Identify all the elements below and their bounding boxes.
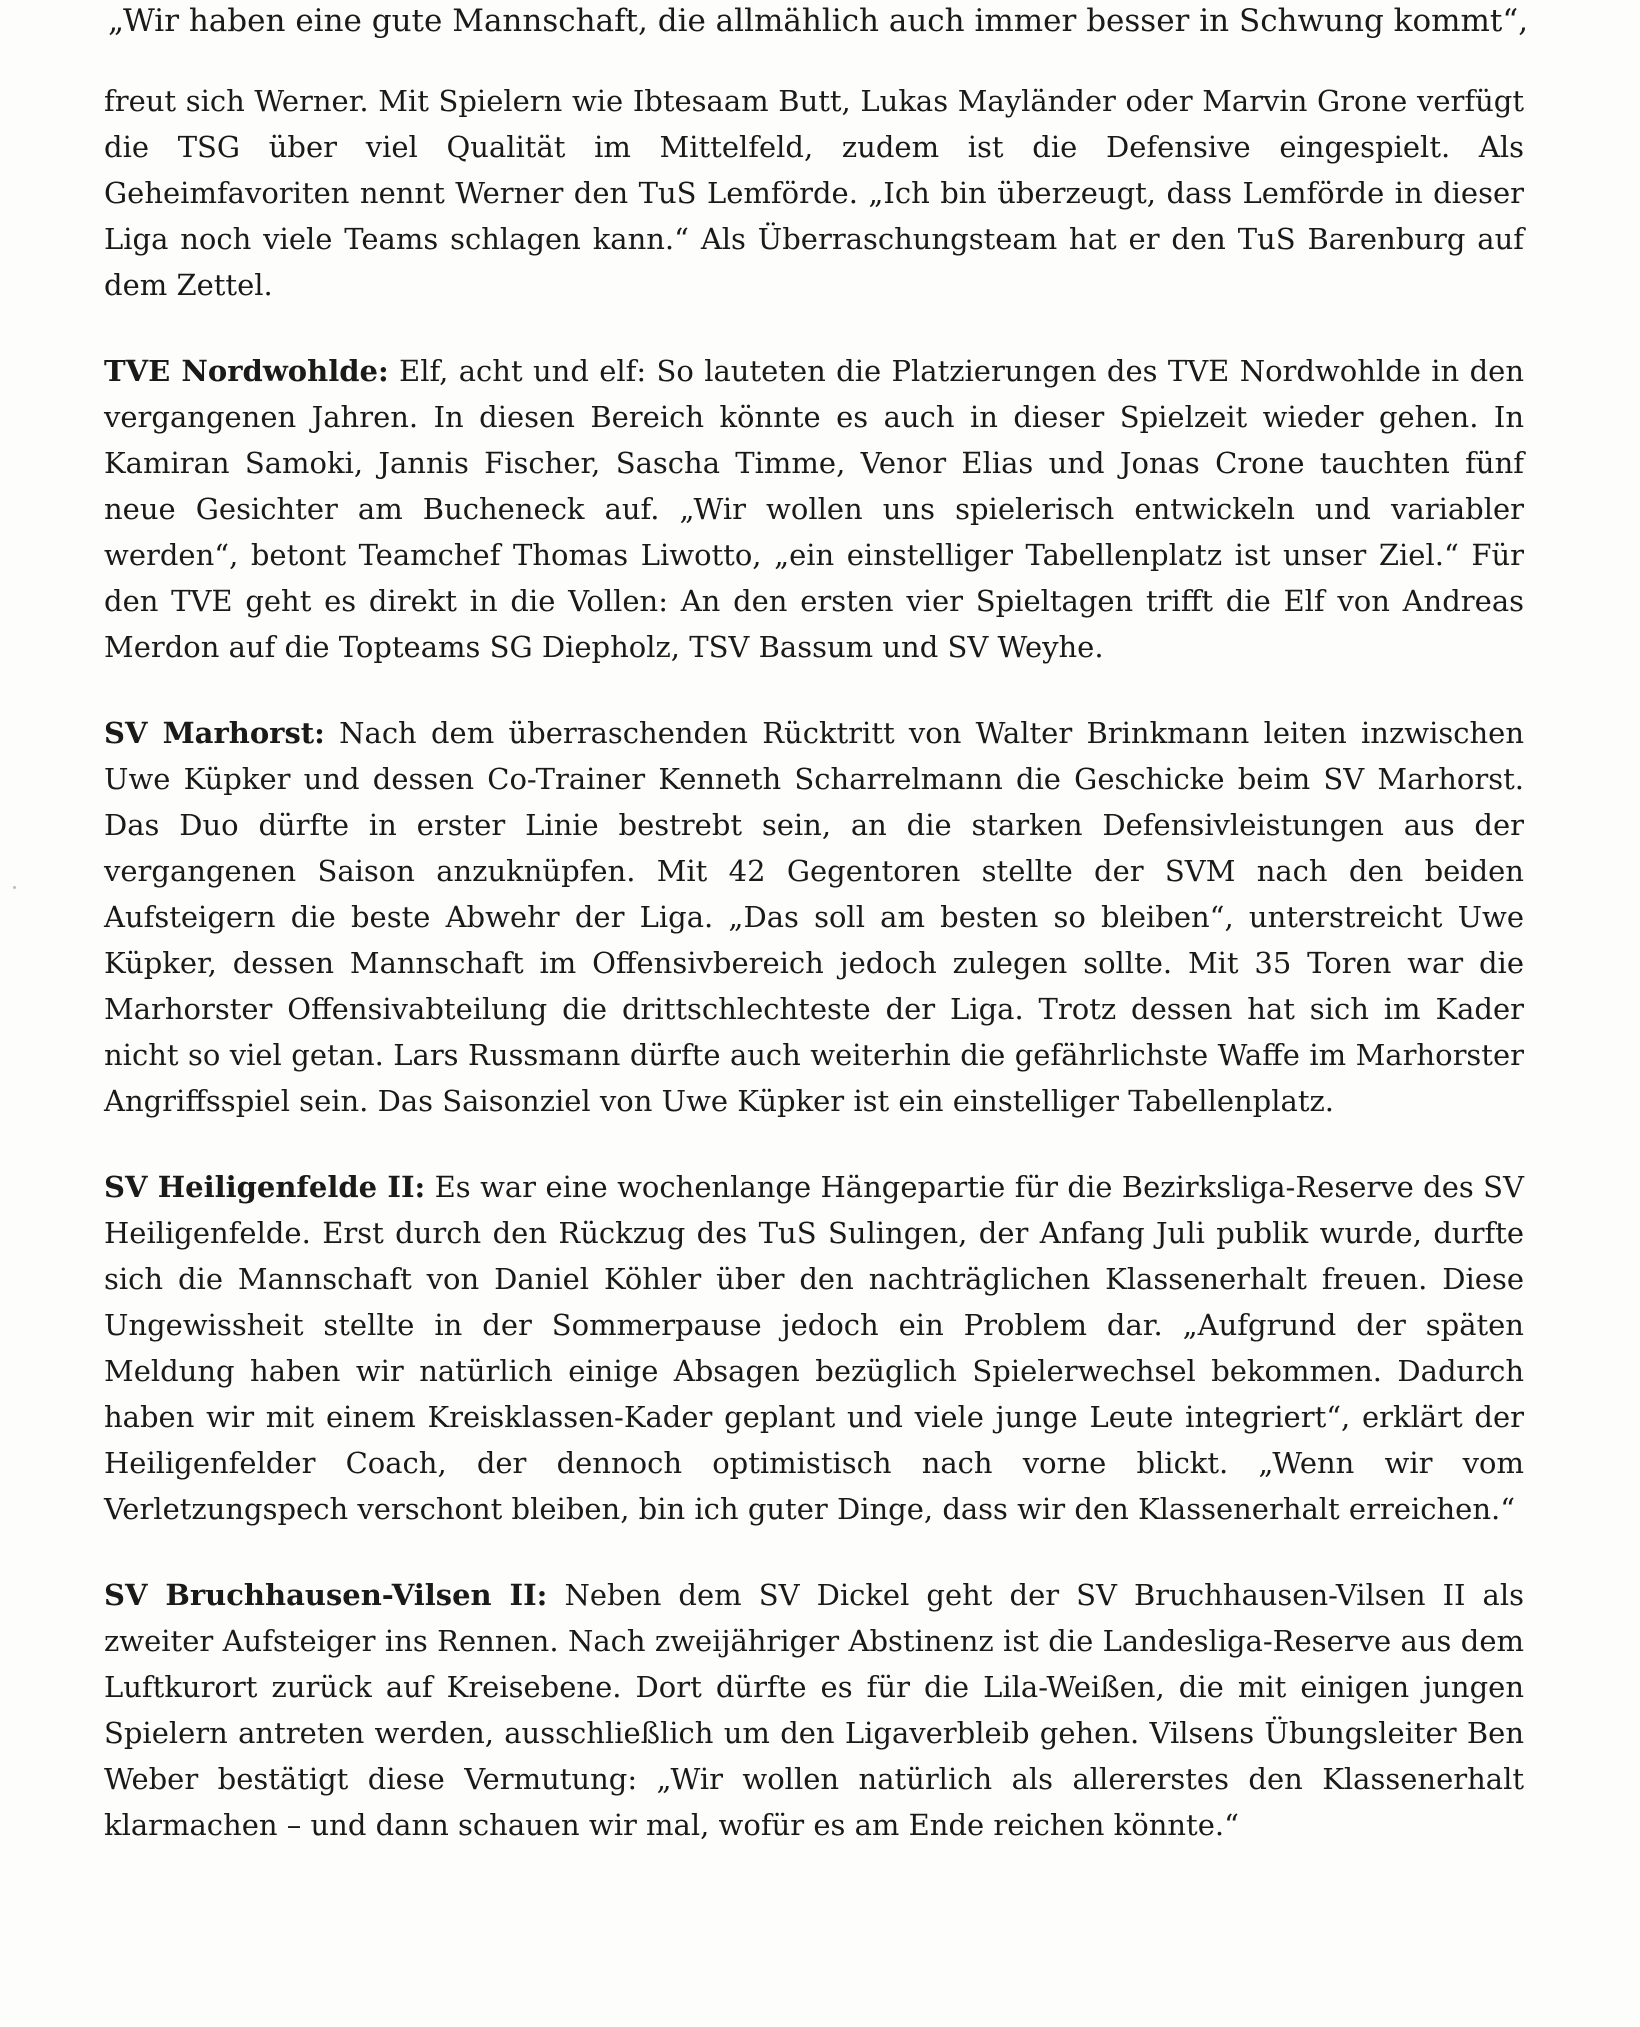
team-heading: TVE Nordwohlde: <box>104 354 389 388</box>
scan-speck <box>13 886 16 889</box>
section-tve-nordwohlde <box>104 348 1524 670</box>
intro-paragraph: freut sich Werner. Mit Spielern wie Ibtesaam Butt, Lukas Mayländer oder Marvin Grone verfügt die TSG über viel Qualität im Mittelfeld, zudem ist die Defensive eingespielt. Als Geheimfavoriten nennt Werner den TuS Lemförde. „Ich bin überzeugt, dass Lemförde in dieser Liga noch viele Teams schlagen kann.“ Als Überraschungsteam hat er den TuS Barenburg auf dem Zettel. <box>104 84 1524 302</box>
section-text: Elf, acht und elf: So lauteten die Platzierungen des TVE Nordwohlde in den vergangenen Jahren. In diesen Bereich könnte es auch in dieser Spielzeit wieder gehen. In Kamiran Samoki, Jannis Fischer, Sascha Timme, Venor Elias und Jonas Crone tauchten fünf neue Gesichter am Bucheneck auf. „Wir wollen uns spielerisch entwickeln und variabler werden“, betont Teamchef Thomas Liwotto, „ein einstelliger Tabellenplatz ist unser Ziel.“ Für den TVE geht es direkt in die Vollen: An den ersten vier Spieltagen trifft die Elf von Andreas Merdon auf die Topteams SG Diepholz, TSV Bassum und SV Weyhe. <box>104 354 1524 664</box>
article-body <box>104 78 1524 1888</box>
section-sv-heiligenfelde-ii <box>104 1164 1524 1532</box>
team-heading: SV Bruchhausen-Vilsen II: <box>104 1578 548 1612</box>
section-sv-marhorst <box>104 710 1524 1124</box>
team-heading: SV Heiligenfelde II: <box>104 1170 426 1204</box>
cut-off-text: „Wir haben eine gute Mannschaft, die allmählich auch immer besser in Schwung kommt“, <box>108 3 1529 39</box>
team-heading: SV Marhorst: <box>104 716 325 750</box>
cut-off-line <box>108 3 1529 64</box>
section-text: Neben dem SV Dickel geht der SV Bruchhausen-Vilsen II als zweiter Aufsteiger ins Rennen. Nach zweijähriger Abstinenz ist die Landesliga-Reserve aus dem Luftkurort zurück auf Kreisebene. Dort dürfte es für die Lila-Weißen, die mit einigen jungen Spielern antreten werden, ausschließlich um den Ligaverbleib gehen. Vilsens Übungsleiter Ben Weber bestätigt diese Vermutung: „Wir wollen natürlich als allererstes den Klassenerhalt klarmachen – und dann schauen wir mal, wofür es am Ende reichen könnte.“ <box>104 1578 1524 1842</box>
section-sv-bruchhausen-vilsen-ii <box>104 1572 1524 1848</box>
section-text: Nach dem überraschenden Rücktritt von Walter Brinkmann leiten inzwischen Uwe Küpker und dessen Co-Trainer Kenneth Scharrelmann die Geschicke beim SV Marhorst. Das Duo dürfte in erster Linie bestrebt sein, an die starken Defensivleistungen aus der vergangenen Saison anzuknüpfen. Mit 42 Gegentoren stellte der SVM nach den beiden Aufsteigern die beste Abwehr der Liga. „Das soll am besten so bleiben“, unterstreicht Uwe Küpker, dessen Mannschaft im Offensivbereich jedoch zulegen sollte. Mit 35 Toren war die Marhorster Offensivabteilung die drittschlechteste der Liga. Trotz dessen hat sich im Kader nicht so viel getan. Lars Russmann dürfte auch weiterhin die gefährlichste Waffe im Marhorster Angriffsspiel sein. Das Saisonziel von Uwe Küpker ist ein einstelliger Tabellenplatz. <box>104 716 1524 1118</box>
section-text: Es war eine wochenlange Hängepartie für die Bezirksliga-Reserve des SV Heiligenfelde. Erst durch den Rückzug des TuS Sulingen, der Anfang Juli publik wurde, durfte sich die Mannschaft von Daniel Köhler über den nachträglichen Klassenerhalt freuen. Diese Ungewissheit stellte in der Sommerpause jedoch ein Problem dar. „Aufgrund der späten Meldung haben wir natürlich einige Absagen bezüglich Spielerwechsel bekommen. Dadurch haben wir mit einem Kreisklassen-Kader geplant und viele junge Leute integriert“, erklärt der Heiligenfelder Coach, der dennoch optimistisch nach vorne blickt. „Wenn wir vom Verletzungspech verschont bleiben, bin ich guter Dinge, dass wir den Klassenerhalt erreichen.“ <box>104 1170 1524 1526</box>
